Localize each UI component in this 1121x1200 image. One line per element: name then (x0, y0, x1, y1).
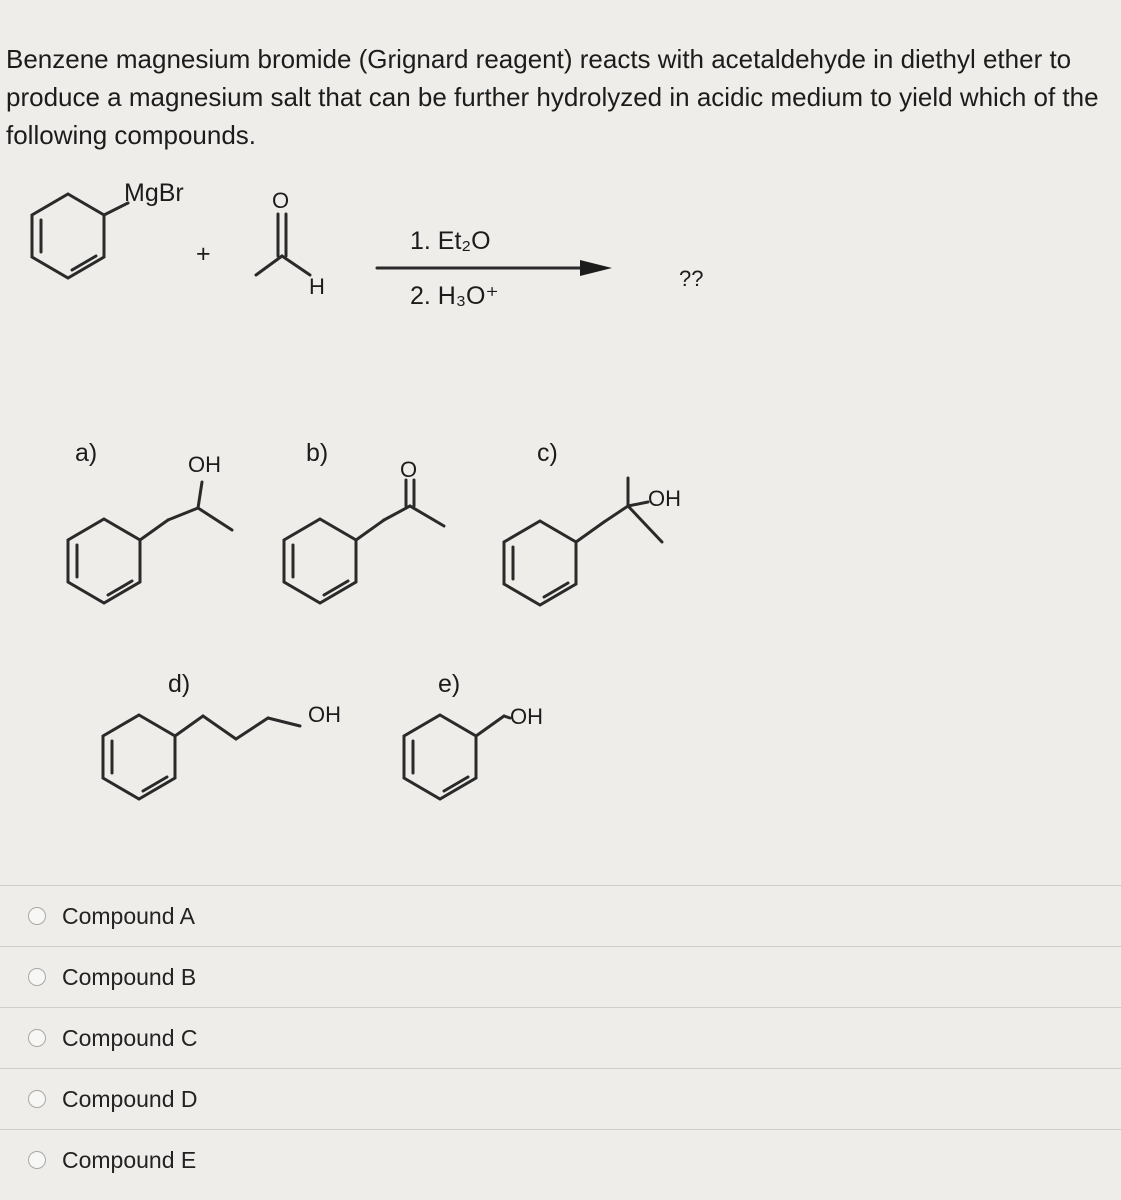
radio-button[interactable] (28, 1151, 46, 1169)
compound-a-oh: OH (188, 452, 221, 477)
radio-button[interactable] (28, 1090, 46, 1108)
compound-c-label: c) (537, 439, 558, 467)
radio-button[interactable] (28, 968, 46, 986)
option-compound-d[interactable] (0, 1068, 1121, 1129)
compound-e-oh: OH (510, 704, 543, 729)
compound-d-label: d) (168, 670, 191, 698)
compound-b-structure (284, 480, 444, 603)
compound-e-label: e) (438, 670, 461, 698)
option-label: Compound E (62, 1146, 197, 1173)
condition-step-2: 2. H₃O⁺ (410, 282, 499, 310)
arrow-head (580, 260, 612, 276)
condition-step-1: 1. Et₂O (410, 227, 491, 255)
compound-b-label: b) (306, 439, 329, 467)
plus-sign: + (196, 240, 211, 268)
compound-c-oh: OH (648, 486, 681, 511)
option-label: Compound D (62, 1085, 198, 1112)
compound-c-structure (504, 478, 662, 605)
option-compound-c[interactable] (0, 1007, 1121, 1068)
compound-a-structure (68, 482, 232, 603)
compound-d-structure (103, 715, 300, 799)
answer-options (0, 885, 1121, 1190)
compound-a-label: a) (75, 439, 98, 467)
mgbr-label: MgBr (124, 179, 184, 207)
unknown-product: ?? (679, 266, 704, 291)
option-compound-a[interactable] (0, 885, 1121, 946)
option-compound-e[interactable] (0, 1129, 1121, 1190)
aldehyde-hydrogen: H (309, 274, 325, 299)
radio-button[interactable] (28, 1029, 46, 1047)
option-compound-b[interactable] (0, 946, 1121, 1007)
compound-b-oxygen: O (400, 457, 418, 482)
radio-button[interactable] (28, 907, 46, 925)
question-text: Benzene magnesium bromide (Grignard reagent) reacts with acetaldehyde in diethyl ether to produce a magnesium salt that can be further hydrolyzed in acidic medium to yield which of the following compounds. (6, 44, 1099, 150)
carbonyl-oxygen: O (272, 188, 290, 213)
benzene-ring-reactant (32, 194, 104, 278)
option-label: Compound B (62, 963, 197, 990)
option-label: Compound C (62, 1024, 198, 1051)
option-label: Compound A (62, 902, 195, 929)
compound-d-oh: OH (308, 702, 341, 727)
compound-e-structure (404, 715, 510, 799)
acetaldehyde (256, 214, 310, 275)
